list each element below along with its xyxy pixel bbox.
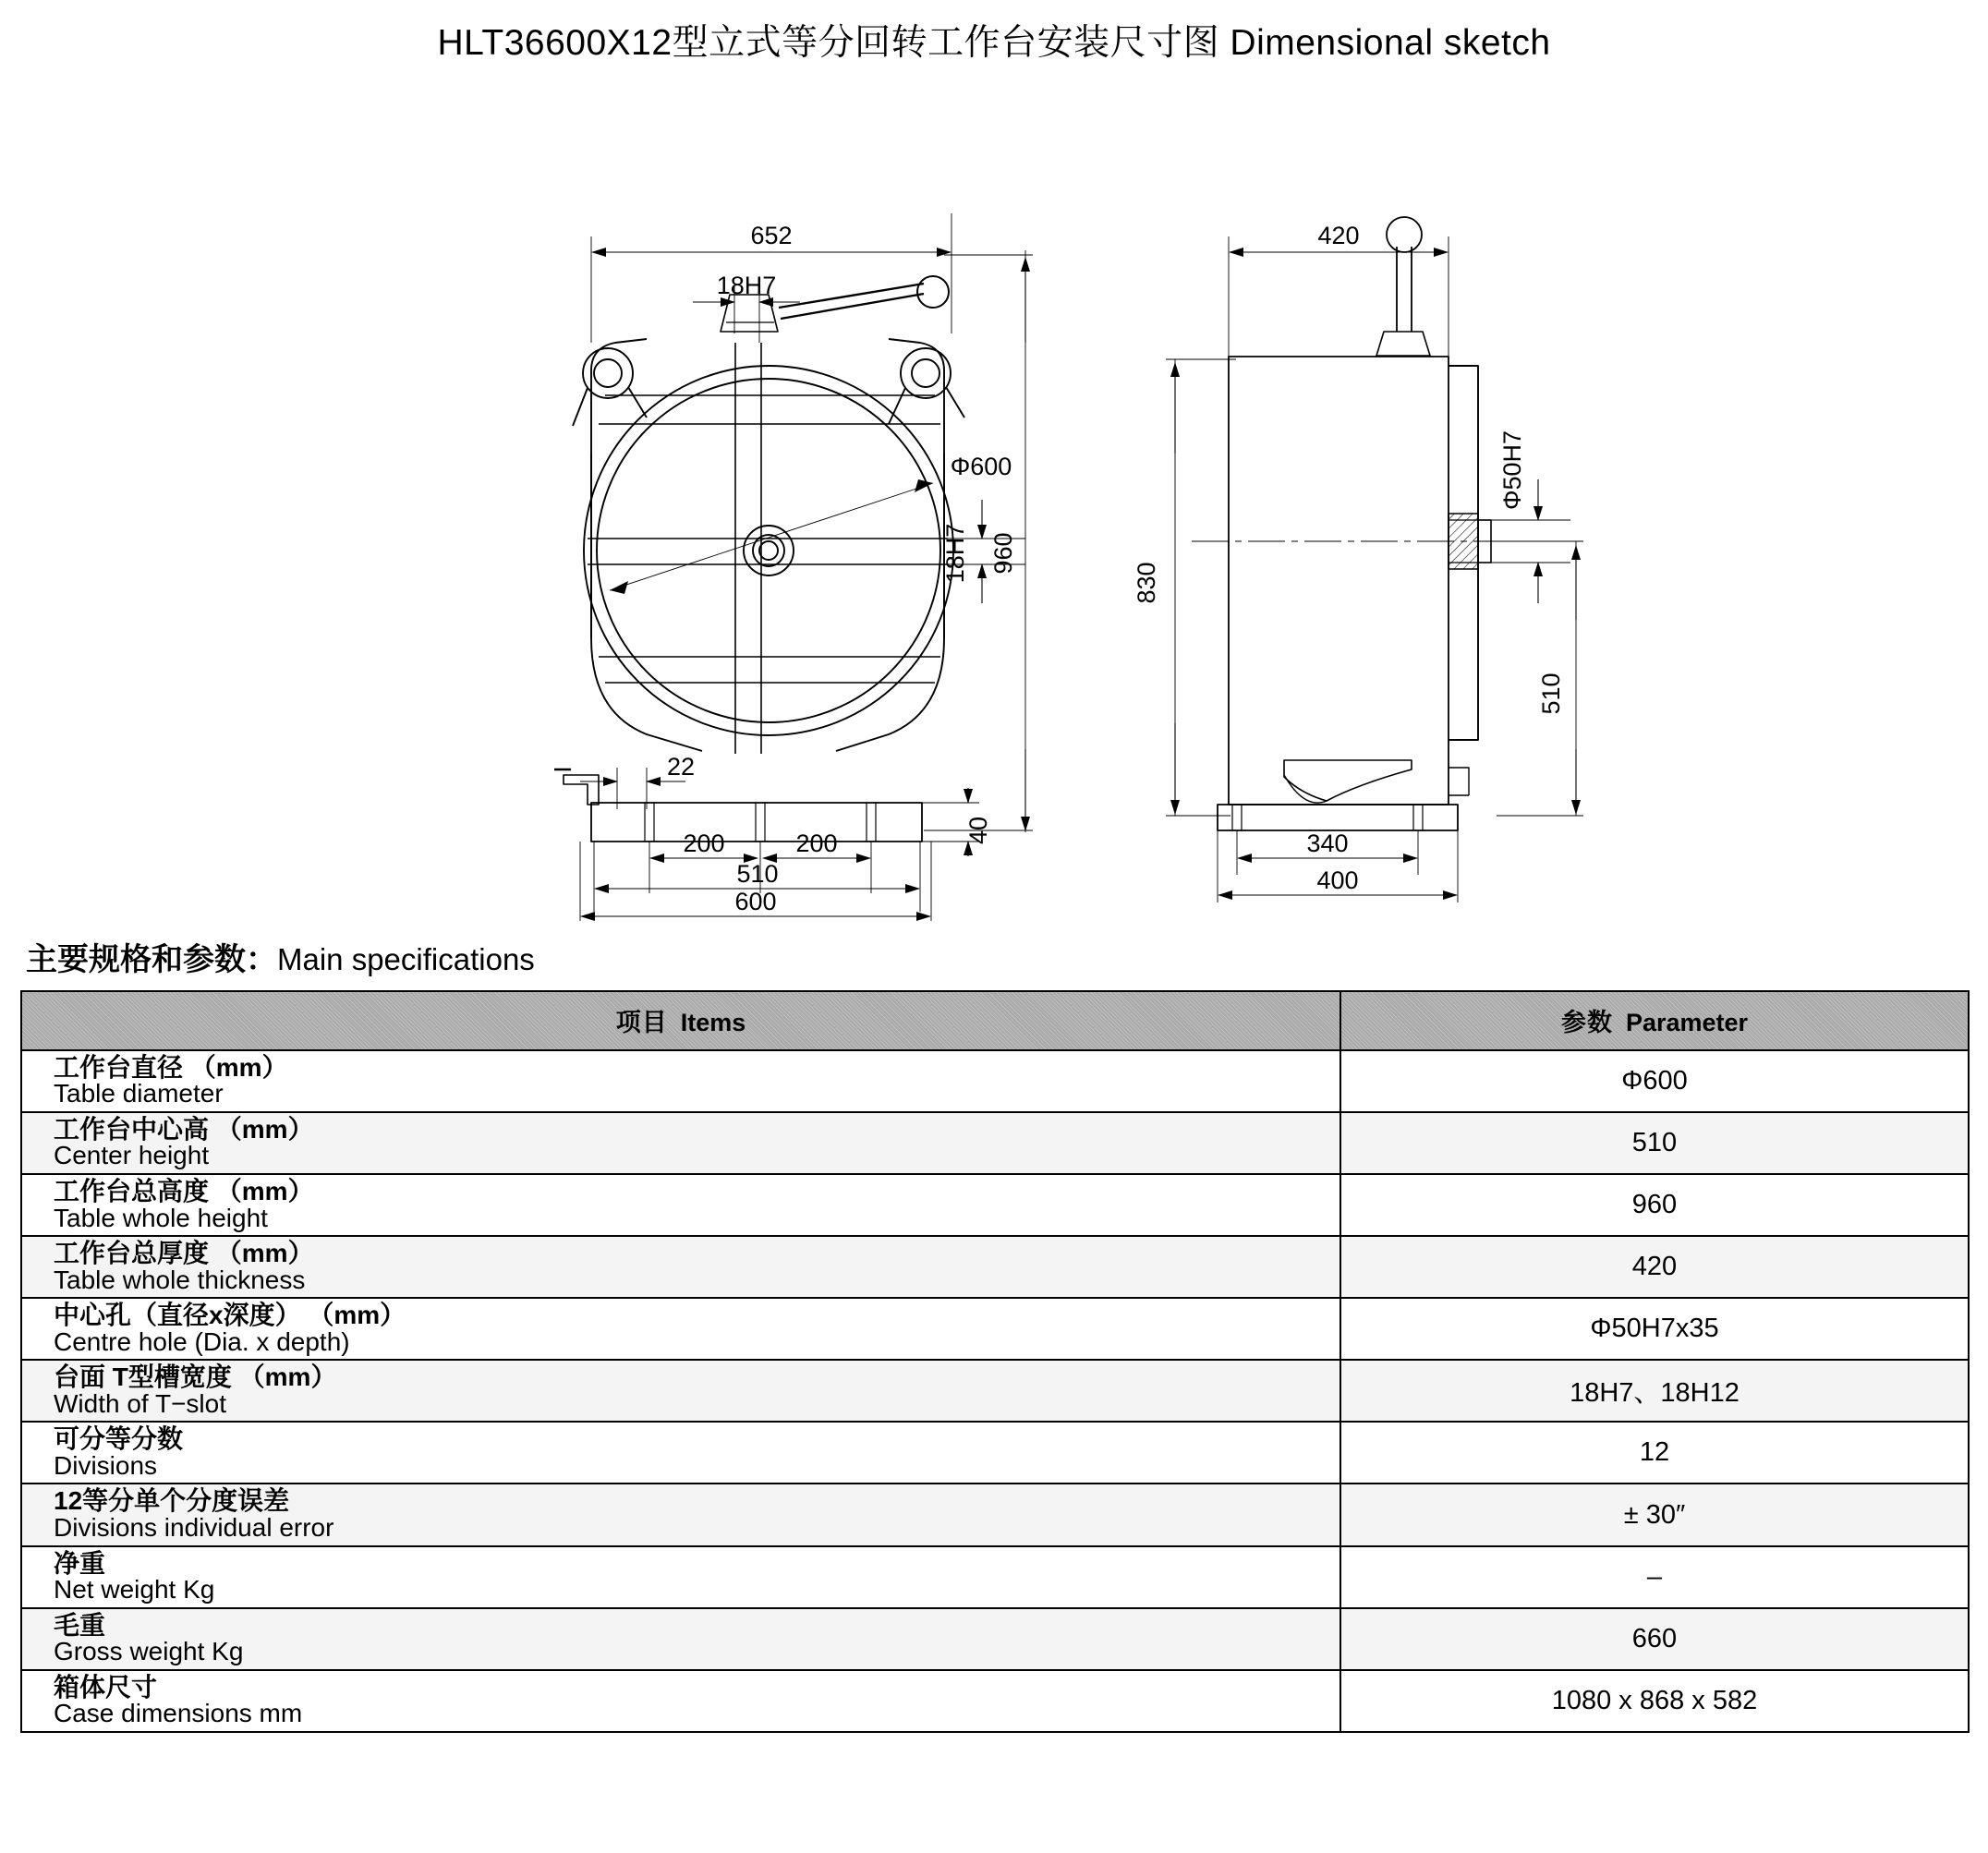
- spec-heading-cn: 主要规格和参数：: [26, 941, 277, 977]
- table-row: [21, 1608, 1969, 1670]
- item-cell: [21, 1546, 1340, 1608]
- dim-centre-hole: Φ50H7: [1498, 430, 1526, 510]
- header-parameter-en: Parameter: [1625, 1009, 1749, 1037]
- item-label-en: Center height: [54, 1141, 210, 1170]
- dim-600-base: 600: [734, 887, 777, 915]
- item-label-cn: 可分等分数: [54, 1424, 184, 1454]
- dim-510-base: 510: [736, 859, 779, 888]
- item-label-cn: 工作台总厚度 （mm）: [54, 1239, 314, 1268]
- table-row: [21, 1298, 1969, 1360]
- table-row: [21, 1670, 1969, 1732]
- item-cell: [21, 1174, 1340, 1236]
- parameter-cell: 12: [1340, 1422, 1969, 1484]
- dim-830: 830: [1133, 562, 1160, 604]
- table-header-row: [21, 991, 1969, 1050]
- item-label-en: Width of T−slot: [54, 1388, 227, 1418]
- item-label-cn: 中心孔（直径x深度） （mm）: [54, 1301, 406, 1330]
- item-cell: [21, 1112, 1340, 1174]
- table-body: [21, 1050, 1969, 1732]
- table-row: [21, 1174, 1969, 1236]
- item-label-en: Table diameter: [54, 1079, 224, 1108]
- dim-base-thickness: 40: [964, 816, 992, 844]
- dim-420: 420: [1317, 221, 1360, 249]
- parameter-cell: 18H7、18H12: [1340, 1360, 1969, 1422]
- drawing-svg: [0, 66, 1988, 925]
- item-cell: [21, 1050, 1340, 1112]
- parameter-cell: Φ600: [1340, 1050, 1969, 1112]
- item-label-cn: 台面 T型槽宽度 （mm）: [54, 1362, 337, 1392]
- spec-heading-en: Main specifications: [277, 941, 535, 976]
- item-cell: [21, 1670, 1340, 1732]
- header-parameter-cn: 参数: [1560, 1009, 1613, 1037]
- header-items: [21, 991, 1340, 1050]
- dimensional-drawing: [0, 66, 1988, 925]
- item-label-en: Gross weight Kg: [54, 1637, 244, 1666]
- item-label-cn: 12等分单个分度误差: [54, 1486, 290, 1516]
- parameter-cell: 420: [1340, 1236, 1969, 1298]
- spec-heading: [26, 934, 1988, 979]
- table-row: [21, 1050, 1969, 1112]
- dim-22: 22: [666, 752, 696, 781]
- parameter-cell: 660: [1340, 1608, 1969, 1670]
- item-label-cn: 工作台中心高 （mm）: [54, 1114, 314, 1144]
- table-row: [21, 1422, 1969, 1484]
- table-row: [21, 1236, 1969, 1298]
- header-items-en: Items: [680, 1009, 746, 1037]
- parameter-cell: –: [1340, 1546, 1969, 1608]
- table-row: [21, 1484, 1969, 1545]
- item-cell: [21, 1298, 1340, 1360]
- item-cell: [21, 1422, 1340, 1484]
- item-label-en: Table whole height: [54, 1203, 268, 1232]
- dim-510-centre: 510: [1537, 672, 1565, 715]
- parameter-cell: ± 30″: [1340, 1484, 1969, 1545]
- table-row: [21, 1360, 1969, 1422]
- dim-652: 652: [750, 221, 793, 249]
- dim-340: 340: [1306, 829, 1349, 857]
- dim-tslot-side: 18H7: [941, 523, 969, 584]
- item-label-cn: 箱体尺寸: [54, 1672, 158, 1702]
- item-cell: [21, 1236, 1340, 1298]
- specifications-table: [20, 990, 1970, 1733]
- item-cell: [21, 1360, 1340, 1422]
- item-label-en: Divisions: [54, 1450, 158, 1480]
- parameter-cell: Φ50H7x35: [1340, 1298, 1969, 1360]
- table-row: [21, 1112, 1969, 1174]
- dim-400: 400: [1316, 866, 1359, 894]
- item-cell: [21, 1608, 1340, 1670]
- item-label-cn: 工作台直径 （mm）: [54, 1052, 288, 1082]
- dim-table-diameter: Φ600: [950, 452, 1012, 480]
- parameter-cell: 510: [1340, 1112, 1969, 1174]
- dim-200-left: 200: [683, 829, 725, 857]
- item-label-en: Divisions individual error: [54, 1513, 334, 1542]
- item-label-en: Table whole thickness: [54, 1265, 306, 1294]
- dim-200-right: 200: [795, 829, 838, 857]
- item-label-en: Centre hole (Dia. x depth): [54, 1326, 350, 1356]
- item-label-cn: 净重: [54, 1548, 106, 1578]
- dim-tslot-top: 18H7: [716, 271, 777, 299]
- item-label-en: Case dimensions mm: [54, 1699, 303, 1728]
- table-row: [21, 1546, 1969, 1608]
- item-label-cn: 毛重: [54, 1610, 106, 1640]
- item-label-cn: 工作台总高度 （mm）: [54, 1176, 314, 1205]
- header-parameter: [1340, 991, 1969, 1050]
- item-cell: [21, 1484, 1340, 1545]
- header-items-cn: 项目: [615, 1009, 668, 1037]
- dim-total-height-front: 960: [989, 532, 1017, 575]
- page-title: HLT36600X12型立式等分回转工作台安装尺寸图 Dimensional sketch: [437, 23, 1551, 63]
- parameter-cell: 1080 x 868 x 582: [1340, 1670, 1969, 1732]
- item-label-en: Net weight Kg: [54, 1575, 215, 1605]
- parameter-cell: 960: [1340, 1174, 1969, 1236]
